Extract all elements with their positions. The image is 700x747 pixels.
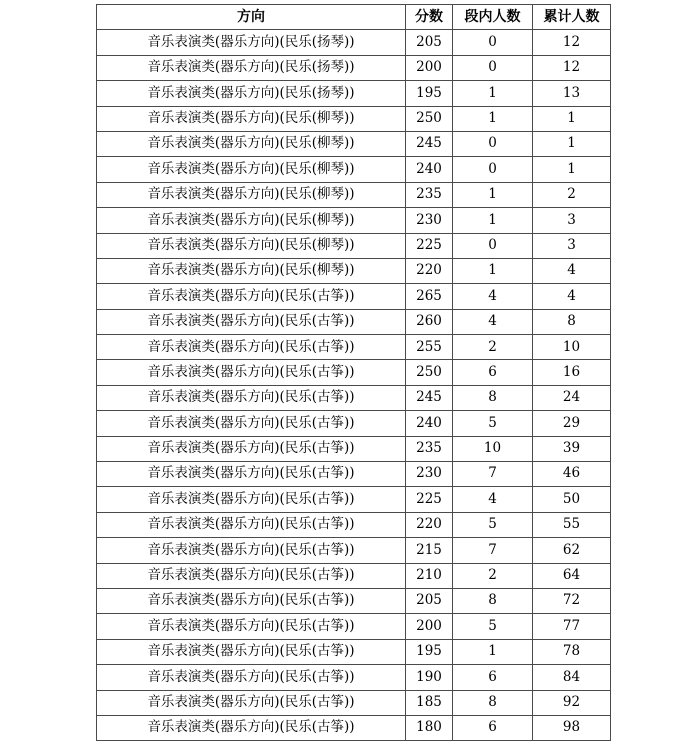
table-cell: 音乐表演类(器乐方向)(民乐(柳琴)) <box>97 208 406 233</box>
table-row <box>97 30 611 55</box>
table-cell: 4 <box>453 284 533 309</box>
table-cell: 5 <box>453 411 533 436</box>
table-cell: 0 <box>453 30 533 55</box>
table-cell: 16 <box>533 360 611 385</box>
table-row <box>97 81 611 106</box>
table-cell: 235 <box>406 436 453 461</box>
table-cell: 46 <box>533 462 611 487</box>
table-cell: 205 <box>406 588 453 613</box>
table-cell: 6 <box>453 665 533 690</box>
table-cell: 音乐表演类(器乐方向)(民乐(古筝)) <box>97 385 406 410</box>
table-cell: 音乐表演类(器乐方向)(民乐(扬琴)) <box>97 30 406 55</box>
table-cell: 音乐表演类(器乐方向)(民乐(扬琴)) <box>97 81 406 106</box>
table-cell: 1 <box>453 106 533 131</box>
table-cell: 250 <box>406 106 453 131</box>
table-cell: 62 <box>533 538 611 563</box>
table-row <box>97 665 611 690</box>
table-cell: 29 <box>533 411 611 436</box>
table-cell: 2 <box>453 335 533 360</box>
table-cell: 245 <box>406 131 453 156</box>
table-row <box>97 690 611 715</box>
table-cell: 180 <box>406 715 453 740</box>
table-cell: 4 <box>533 284 611 309</box>
table-cell: 音乐表演类(器乐方向)(民乐(古筝)) <box>97 715 406 740</box>
score-distribution-table <box>96 4 611 741</box>
table-cell: 225 <box>406 487 453 512</box>
table-row <box>97 360 611 385</box>
table-cell: 5 <box>453 512 533 537</box>
table-cell: 音乐表演类(器乐方向)(民乐(柳琴)) <box>97 258 406 283</box>
table-cell: 1 <box>453 81 533 106</box>
table-cell: 1 <box>453 182 533 207</box>
table-cell: 195 <box>406 639 453 664</box>
table-cell: 音乐表演类(器乐方向)(民乐(古筝)) <box>97 436 406 461</box>
table-cell: 50 <box>533 487 611 512</box>
table-cell: 8 <box>453 385 533 410</box>
table-cell: 265 <box>406 284 453 309</box>
table-cell: 音乐表演类(器乐方向)(民乐(古筝)) <box>97 512 406 537</box>
table-cell: 4 <box>453 487 533 512</box>
table-row <box>97 639 611 664</box>
table-cell: 0 <box>453 55 533 80</box>
table-row <box>97 588 611 613</box>
table-cell: 230 <box>406 208 453 233</box>
table-cell: 1 <box>453 208 533 233</box>
table-cell: 3 <box>533 233 611 258</box>
table-cell: 220 <box>406 512 453 537</box>
table-row <box>97 258 611 283</box>
table-cell: 0 <box>453 157 533 182</box>
table-row <box>97 462 611 487</box>
table-body <box>97 30 611 741</box>
table-row <box>97 157 611 182</box>
table-cell: 音乐表演类(器乐方向)(民乐(扬琴)) <box>97 55 406 80</box>
table-cell: 64 <box>533 563 611 588</box>
table-cell: 13 <box>533 81 611 106</box>
column-header: 累计人数 <box>533 5 611 30</box>
table-cell: 音乐表演类(器乐方向)(民乐(古筝)) <box>97 487 406 512</box>
table-cell: 72 <box>533 588 611 613</box>
table-cell: 10 <box>533 335 611 360</box>
table-cell: 195 <box>406 81 453 106</box>
table-row <box>97 487 611 512</box>
table-cell: 84 <box>533 665 611 690</box>
table-cell: 5 <box>453 614 533 639</box>
table-cell: 2 <box>533 182 611 207</box>
table-cell: 39 <box>533 436 611 461</box>
table-cell: 7 <box>453 538 533 563</box>
table-cell: 78 <box>533 639 611 664</box>
table-cell: 0 <box>453 233 533 258</box>
table-row <box>97 335 611 360</box>
table-cell: 255 <box>406 335 453 360</box>
table-row <box>97 563 611 588</box>
table-cell: 200 <box>406 55 453 80</box>
table-cell: 235 <box>406 182 453 207</box>
table-cell: 10 <box>453 436 533 461</box>
table-cell: 音乐表演类(器乐方向)(民乐(古筝)) <box>97 538 406 563</box>
table-row <box>97 538 611 563</box>
table-row <box>97 385 611 410</box>
score-table-container <box>96 4 611 741</box>
table-cell: 1 <box>533 157 611 182</box>
table-cell: 98 <box>533 715 611 740</box>
table-cell: 音乐表演类(器乐方向)(民乐(柳琴)) <box>97 182 406 207</box>
table-cell: 音乐表演类(器乐方向)(民乐(柳琴)) <box>97 106 406 131</box>
table-row <box>97 715 611 740</box>
table-row <box>97 309 611 334</box>
table-cell: 24 <box>533 385 611 410</box>
table-cell: 音乐表演类(器乐方向)(民乐(古筝)) <box>97 639 406 664</box>
table-cell: 225 <box>406 233 453 258</box>
table-cell: 8 <box>453 690 533 715</box>
table-row <box>97 131 611 156</box>
table-cell: 2 <box>453 563 533 588</box>
table-cell: 音乐表演类(器乐方向)(民乐(柳琴)) <box>97 233 406 258</box>
table-cell: 260 <box>406 309 453 334</box>
table-row <box>97 284 611 309</box>
table-cell: 音乐表演类(器乐方向)(民乐(古筝)) <box>97 588 406 613</box>
table-cell: 音乐表演类(器乐方向)(民乐(柳琴)) <box>97 131 406 156</box>
table-cell: 240 <box>406 157 453 182</box>
table-cell: 音乐表演类(器乐方向)(民乐(古筝)) <box>97 411 406 436</box>
table-row <box>97 55 611 80</box>
table-cell: 音乐表演类(器乐方向)(民乐(古筝)) <box>97 462 406 487</box>
table-cell: 音乐表演类(器乐方向)(民乐(古筝)) <box>97 690 406 715</box>
table-row <box>97 411 611 436</box>
column-header: 段内人数 <box>453 5 533 30</box>
table-cell: 6 <box>453 715 533 740</box>
table-cell: 音乐表演类(器乐方向)(民乐(古筝)) <box>97 284 406 309</box>
table-cell: 190 <box>406 665 453 690</box>
table-cell: 音乐表演类(器乐方向)(民乐(柳琴)) <box>97 157 406 182</box>
table-cell: 230 <box>406 462 453 487</box>
table-cell: 1 <box>533 106 611 131</box>
table-row <box>97 512 611 537</box>
table-cell: 240 <box>406 411 453 436</box>
table-cell: 音乐表演类(器乐方向)(民乐(古筝)) <box>97 665 406 690</box>
table-cell: 3 <box>533 208 611 233</box>
table-row <box>97 208 611 233</box>
table-cell: 音乐表演类(器乐方向)(民乐(古筝)) <box>97 335 406 360</box>
table-cell: 210 <box>406 563 453 588</box>
table-cell: 音乐表演类(器乐方向)(民乐(古筝)) <box>97 360 406 385</box>
table-cell: 1 <box>533 131 611 156</box>
table-cell: 250 <box>406 360 453 385</box>
table-cell: 音乐表演类(器乐方向)(民乐(古筝)) <box>97 563 406 588</box>
table-cell: 77 <box>533 614 611 639</box>
column-header: 分数 <box>406 5 453 30</box>
table-row <box>97 182 611 207</box>
table-cell: 55 <box>533 512 611 537</box>
table-row <box>97 436 611 461</box>
table-cell: 245 <box>406 385 453 410</box>
column-header: 方向 <box>97 5 406 30</box>
table-cell: 音乐表演类(器乐方向)(民乐(古筝)) <box>97 309 406 334</box>
table-cell: 92 <box>533 690 611 715</box>
table-cell: 185 <box>406 690 453 715</box>
table-cell: 4 <box>453 309 533 334</box>
table-row <box>97 233 611 258</box>
table-cell: 0 <box>453 131 533 156</box>
table-cell: 12 <box>533 55 611 80</box>
table-cell: 12 <box>533 30 611 55</box>
table-cell: 7 <box>453 462 533 487</box>
table-cell: 205 <box>406 30 453 55</box>
table-cell: 220 <box>406 258 453 283</box>
table-cell: 1 <box>453 258 533 283</box>
header-row <box>97 5 611 30</box>
table-cell: 1 <box>453 639 533 664</box>
table-cell: 音乐表演类(器乐方向)(民乐(古筝)) <box>97 614 406 639</box>
table-cell: 200 <box>406 614 453 639</box>
table-cell: 215 <box>406 538 453 563</box>
table-row <box>97 106 611 131</box>
table-cell: 6 <box>453 360 533 385</box>
table-row <box>97 614 611 639</box>
table-cell: 8 <box>533 309 611 334</box>
table-cell: 8 <box>453 588 533 613</box>
table-cell: 4 <box>533 258 611 283</box>
